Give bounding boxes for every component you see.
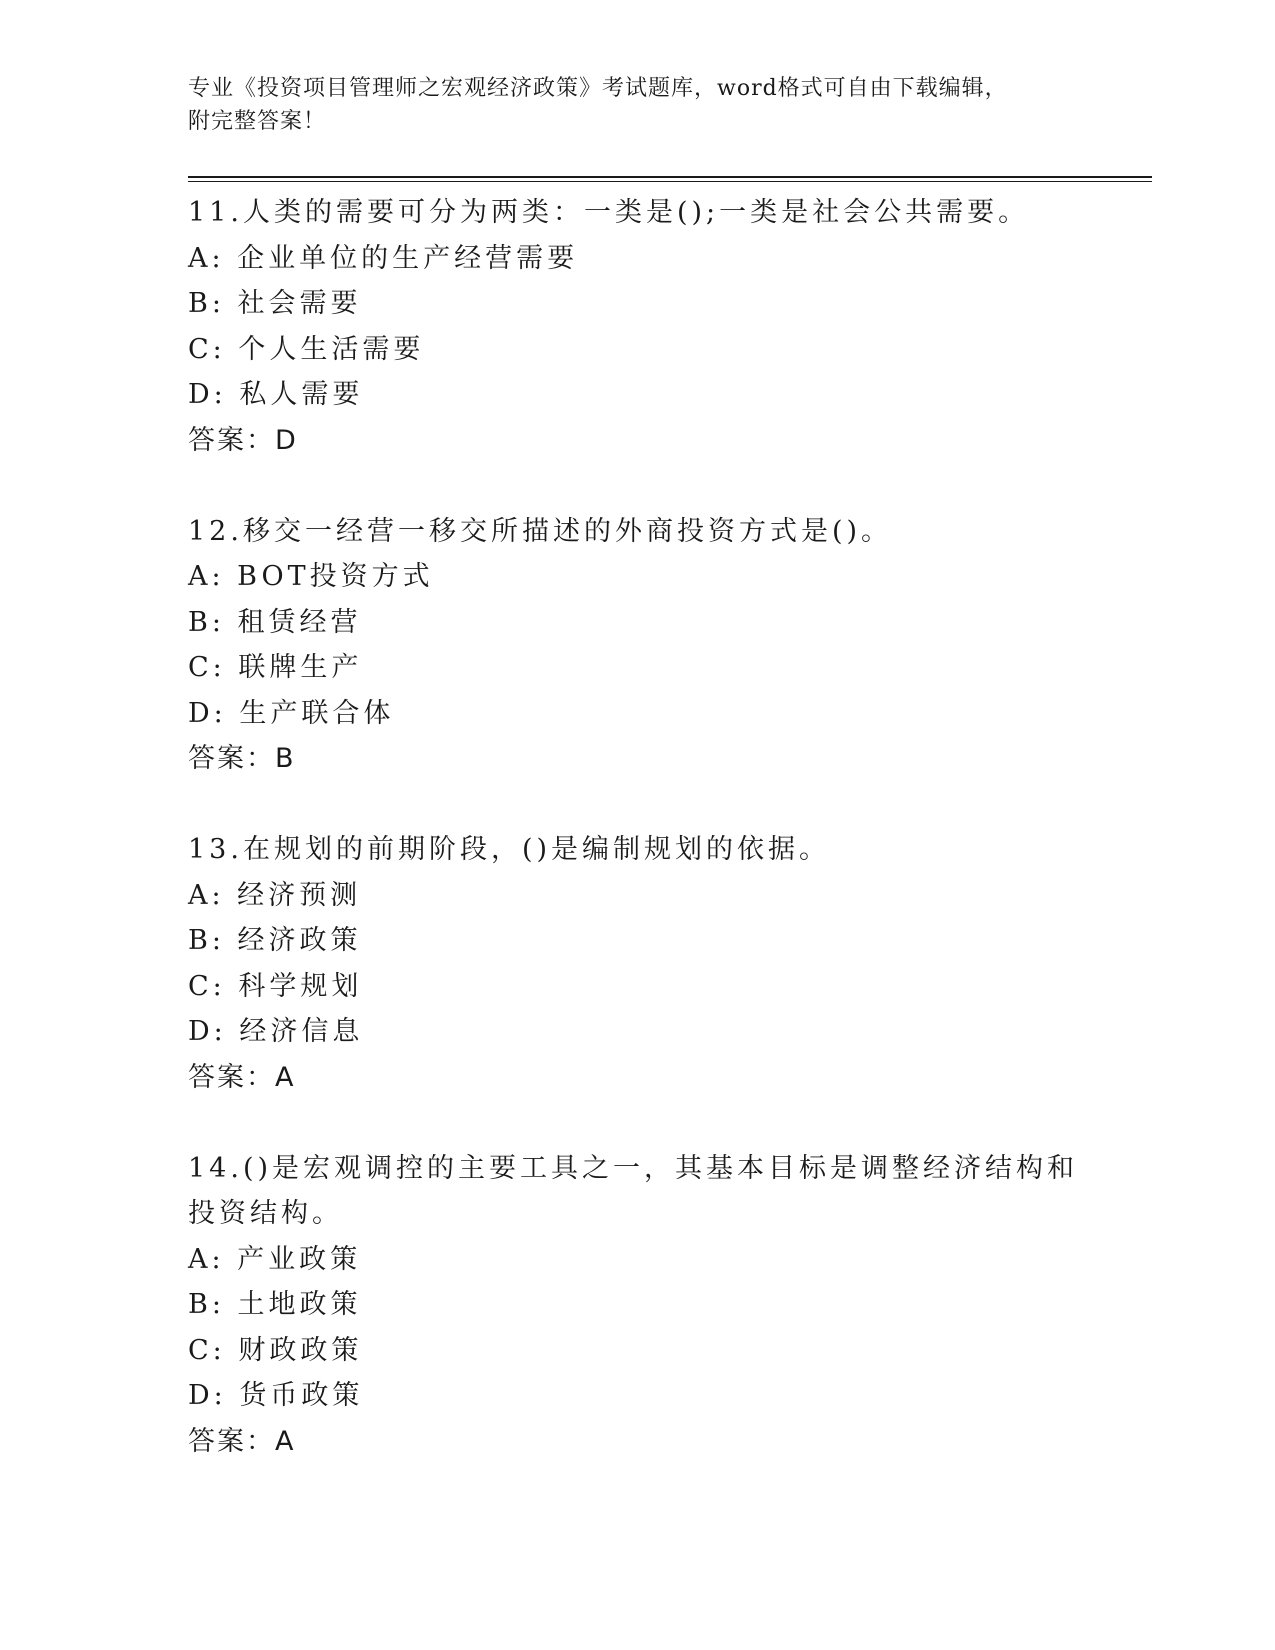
- question-14: [188, 1146, 1108, 1465]
- answer: 答案：A: [188, 1425, 296, 1457]
- option-d: D: 私人需要: [188, 379, 364, 410]
- question-stem: 13.在规划的前期阶段，()是编制规划的依据。: [188, 834, 831, 865]
- question-list: [188, 190, 1108, 1464]
- header-line-2: 附完整答案！: [188, 109, 327, 134]
- option-a: A: 企业单位的生产经营需要: [188, 242, 579, 274]
- option-b: B: 土地政策: [188, 1289, 362, 1320]
- header-line-1: 专业《投资项目管理师之宏观经济政策》考试题库，word格式可自由下载编辑，: [188, 76, 1008, 101]
- option-d: D: 经济信息: [188, 1016, 364, 1047]
- answer: 答案：A: [188, 1061, 296, 1093]
- option-b: B: 经济政策: [188, 925, 362, 956]
- question-stem: 11.人类的需要可分为两类：一类是();一类是社会公共需要。: [188, 197, 1030, 228]
- question-spacer: [188, 463, 1108, 509]
- option-d: D: 生产联合体: [188, 697, 395, 729]
- question-stem: 14.()是宏观调控的主要工具之一，其基本目标是调整经济结构和投资结构。: [188, 1152, 1079, 1229]
- option-c: C: 财政政策: [188, 1334, 363, 1366]
- document-header: [188, 72, 1088, 138]
- option-b: B: 租赁经营: [188, 606, 362, 638]
- question-spacer: [188, 782, 1108, 828]
- header-divider-thick: [188, 176, 1152, 178]
- option-a: A: 产业政策: [188, 1243, 362, 1275]
- question-spacer: [188, 1100, 1108, 1146]
- option-c: C: 个人生活需要: [188, 333, 425, 365]
- header-divider-thin: [188, 181, 1152, 182]
- answer: 答案：B: [188, 743, 296, 774]
- option-c: C: 联牌生产: [188, 652, 363, 683]
- question-13: [188, 827, 1108, 1146]
- option-c: C: 科学规划: [188, 970, 363, 1002]
- question-11: [188, 190, 1108, 509]
- option-d: D: 货币政策: [188, 1380, 364, 1411]
- question-12: [188, 509, 1108, 828]
- option-a: A: BOT投资方式: [188, 561, 434, 592]
- option-b: B: 社会需要: [188, 288, 362, 319]
- answer: 答案：D: [188, 424, 298, 456]
- question-stem: 12.移交一经营一移交所描述的外商投资方式是()。: [188, 515, 893, 547]
- option-a: A: 经济预测: [188, 879, 362, 911]
